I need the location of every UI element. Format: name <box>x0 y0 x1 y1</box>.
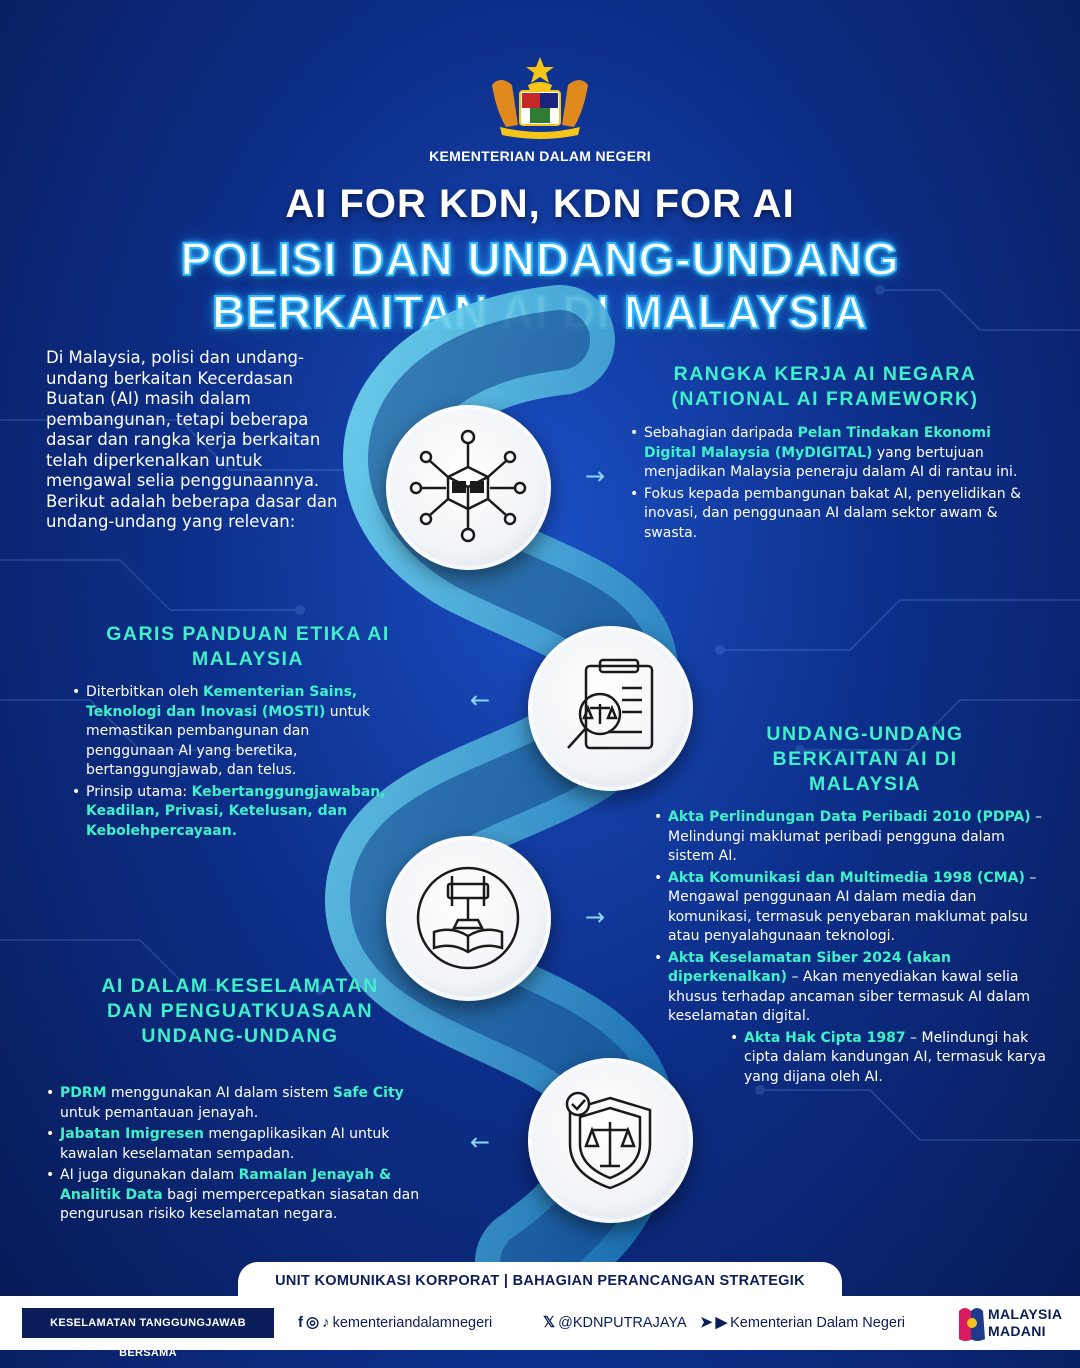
ai-network-icon <box>386 405 551 570</box>
title-line-2: POLISI DAN UNDANG-UNDANG <box>180 233 900 285</box>
security-body <box>44 1084 444 1227</box>
list-item: • Prinsip utama: Kebertanggungjawaban, Keadilan, Privasi, Ketelusan, dan Kebolehpercayaan. <box>70 783 390 842</box>
framework-body <box>628 424 1028 545</box>
ethics-node <box>528 626 693 791</box>
social-handle-1: kementeriandalamnegeri <box>332 1315 493 1331</box>
list-item: • Sebahagian daripada Pelan Tindakan Ekonomi Digital Malaysia (MyDIGITAL) yang bertujuan menjadikan Malaysia peneraju dalam AI di rantau ini. <box>628 424 1028 483</box>
list-item: • Akta Keselamatan Siber 2024 (akan diperkenalkan) – Akan menyediakan kawal selia khusus terhadap ancaman siber termasuk AI dalam keselamatan digital. <box>652 949 1052 1027</box>
title-line-1: AI FOR KDN, KDN FOR AI <box>285 182 795 226</box>
framework-title: RANGKA KERJA AI NEGARA (NATIONAL AI FRAMEWORK) <box>671 363 979 410</box>
social-handle-3: Kementerian Dalam Negeri <box>730 1315 906 1331</box>
list-item: • Diterbitkan oleh Kementerian Sains, Teknologi dan Inovasi (MOSTI) untuk memastikan pembangunan dan penggunaan AI yang beretika, bertanggungjawab, dan telus. <box>70 683 390 781</box>
laws-body <box>652 808 1052 1089</box>
laws-title: UNDANG-UNDANG BERKAITAN AI DI MALAYSIA <box>766 723 964 795</box>
instagram-icon: ◎ <box>306 1314 320 1331</box>
ethics-body <box>70 683 390 843</box>
ai-framework-node <box>386 405 551 570</box>
ethics-title: GARIS PANDUAN ETIKA AI MALAYSIA <box>106 623 390 670</box>
list-item: • Akta Komunikasi dan Multimedia 1998 (CMA) – Mengawal penggunaan AI dalam media dan komunikasi, termasuk penyebaran maklumat palsu atau penyalahgunaan teknologi. <box>652 869 1052 947</box>
arrow-right-icon: → <box>585 903 606 931</box>
intro-text: Di Malaysia, polisi dan undang-undang berkaitan Kecerdasan Buatan (AI) masih dalam pembangunan, tetapi beberapa dasar dan rangka kerja berkaitan telah diperkenalkan untuk mengawal selia penggunaannya. Berikut adalah beberapa dasar dan undang-undang yang relevan: <box>46 348 338 531</box>
social-x[interactable] <box>543 1310 687 1336</box>
youtube-icon: ▶ <box>715 1314 728 1331</box>
social-telegram-youtube[interactable] <box>700 1310 905 1336</box>
list-item: • Akta Perlindungan Data Peribadi 2010 (PDPA) – Melindungi maklumat peribadi pengguna dalam sistem AI. <box>652 808 1052 867</box>
telegram-icon: ➤ <box>700 1314 713 1331</box>
list-item: • Akta Hak Cipta 1987 – Melindungi hak cipta dalam kandungan AI, termasuk karya yang dijana oleh AI. <box>728 1029 1052 1088</box>
arrow-left-icon: ← <box>470 1128 491 1156</box>
list-item: • PDRM menggunakan AI dalam sistem Safe City untuk pemantauan jenayah. <box>44 1084 444 1123</box>
laws-node <box>386 836 551 1001</box>
social-handle-2: @KDNPUTRAJAYA <box>558 1315 687 1331</box>
facebook-icon: f <box>298 1314 303 1331</box>
footer-tagline: KESELAMATAN TANGGUNGJAWAB BERSAMA <box>22 1308 274 1338</box>
madani-wordmark: MALAYSIA MADANI <box>988 1306 1063 1339</box>
social-facebook-instagram-tiktok[interactable] <box>298 1310 492 1336</box>
tiktok-icon: ♪ <box>322 1314 330 1331</box>
footer-unit-label: UNIT KOMUNIKASI KORPORAT | BAHAGIAN PERANCANGAN STRATEGIK <box>238 1262 842 1300</box>
security-title: AI DALAM KESELAMATAN DAN PENGUATKUASAAN UNDANG-UNDANG <box>101 975 379 1047</box>
list-item: • Jabatan Imigresen mengaplikasikan AI untuk kawalan keselamatan sempadan. <box>44 1125 444 1164</box>
title-line-3: BERKAITAN AI DI MALAYSIA <box>211 286 869 338</box>
list-item: • AI juga digunakan dalam Ramalan Jenayah & Analitik Data bagi mempercepatkan siasatan dan pengurusan risiko keselamatan negara. <box>44 1166 444 1225</box>
x-icon: 𝕏 <box>543 1314 556 1331</box>
arrow-right-icon: → <box>585 462 606 490</box>
clipboard-scale-icon <box>528 626 693 791</box>
gavel-book-icon <box>386 836 551 1001</box>
arrow-left-icon: ← <box>470 686 491 714</box>
ministry-name: KEMENTERIAN DALAM NEGERI <box>429 148 651 164</box>
list-item: • Fokus kepada pembangunan bakat AI, penyelidikan & inovasi, dan penggunaan AI dalam sektor awam & swasta. <box>628 485 1028 544</box>
